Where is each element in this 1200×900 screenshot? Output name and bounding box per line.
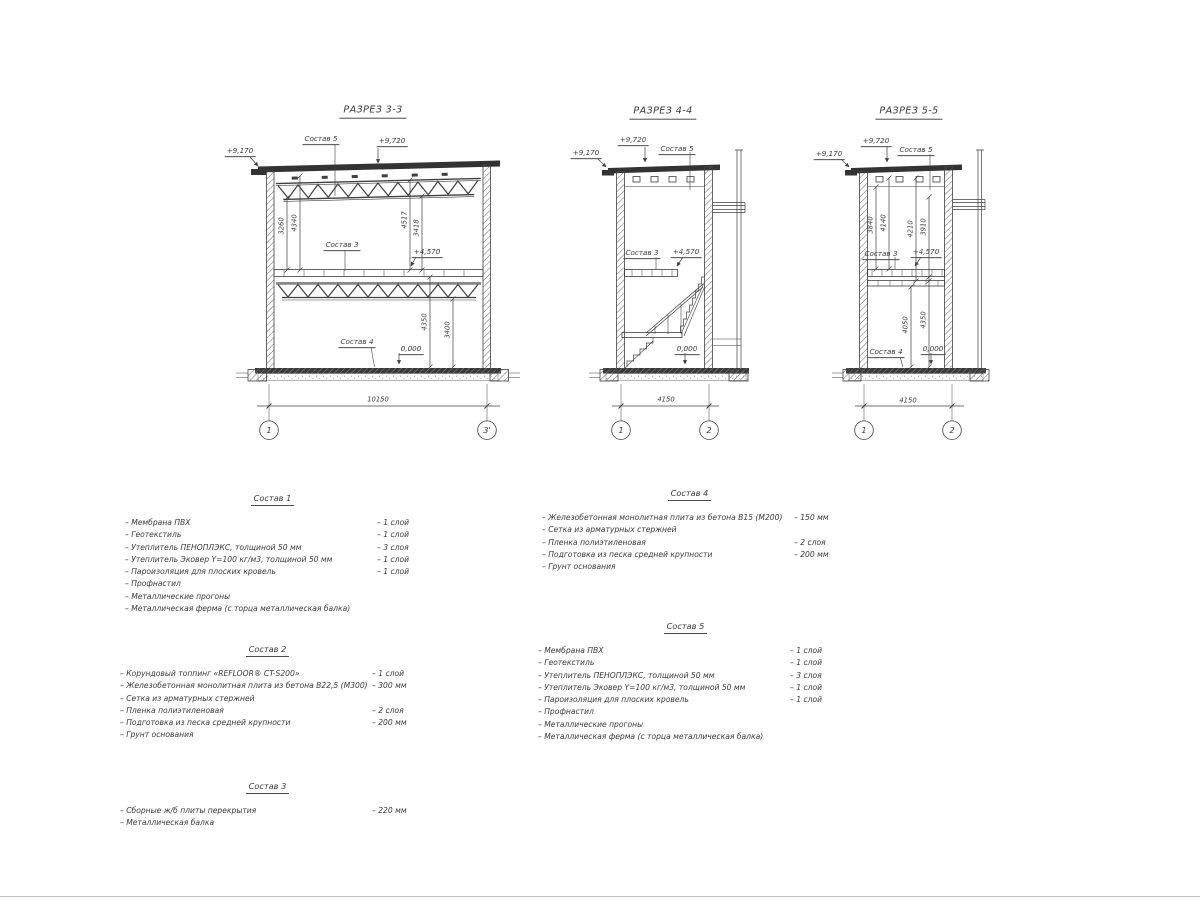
level-mark: +4,570 bbox=[912, 247, 940, 257]
composition-item bbox=[538, 657, 833, 669]
grid-axis-bubble: 2 bbox=[706, 424, 712, 435]
dimension: 3840 bbox=[866, 216, 875, 234]
composition-item bbox=[125, 554, 420, 566]
dimension: 4350 bbox=[420, 313, 429, 331]
item-value: – 220 мм bbox=[372, 806, 407, 815]
item-name: – Металлические прогоны bbox=[125, 591, 231, 601]
dimension: 4210 bbox=[906, 220, 915, 238]
composition-block-3 bbox=[120, 781, 415, 830]
callout-sostav-3: Состав 3 bbox=[325, 240, 359, 250]
item-value: – 1 слой bbox=[790, 646, 823, 655]
item-value: – 2 слоя bbox=[372, 705, 404, 715]
grid-axis-bubble: 1 bbox=[266, 424, 272, 435]
item-value: – 3 слоя bbox=[377, 542, 409, 552]
item-value: – 1 слой bbox=[790, 695, 823, 705]
callout-sostav-5: Состав 5 bbox=[660, 144, 694, 154]
level-mark: +9,170 bbox=[572, 148, 600, 158]
level-mark: 0,000 bbox=[676, 344, 698, 354]
level-mark: 0,000 bbox=[922, 344, 944, 354]
level-mark: +9,720 bbox=[619, 135, 647, 145]
item-value: – 300 мм bbox=[372, 681, 407, 691]
composition-list bbox=[120, 668, 415, 742]
section-4-4-title: РАЗРЕЗ 4-4 bbox=[629, 107, 696, 120]
item-name: – Металлические прогоны bbox=[538, 719, 644, 729]
composition-item bbox=[120, 717, 415, 729]
composition-item bbox=[538, 731, 833, 743]
item-name: – Утеплитель Эковер Y=100 кг/м3, толщиной 50 мм bbox=[125, 554, 333, 564]
item-name: – Сборные ж/б плиты перекрытия bbox=[120, 806, 257, 815]
composition-item bbox=[120, 705, 415, 717]
composition-block-2 bbox=[120, 644, 415, 742]
dimension-bottom: 4150 bbox=[899, 396, 917, 405]
composition-item bbox=[120, 668, 415, 680]
composition-item bbox=[125, 566, 420, 578]
callout-sostav-5: Состав 5 bbox=[899, 145, 933, 155]
composition-item bbox=[538, 694, 833, 706]
level-mark: +9,170 bbox=[815, 149, 843, 159]
composition-item bbox=[120, 680, 415, 692]
item-name: – Грунт основания bbox=[120, 730, 194, 740]
dimension: 3260 bbox=[277, 217, 286, 235]
composition-block-4 bbox=[542, 488, 837, 573]
composition-block-1 bbox=[125, 493, 420, 615]
dimension: 3418 bbox=[412, 219, 421, 237]
composition-item bbox=[542, 524, 837, 536]
dimension: 4517 bbox=[400, 211, 409, 229]
section-3-3-title: РАЗРЕЗ 3-3 bbox=[339, 106, 406, 119]
item-name: – Металлическая балка bbox=[120, 818, 215, 828]
item-name: – Пленка полиэтиленовая bbox=[542, 537, 646, 547]
item-value: – 200 мм bbox=[372, 718, 407, 728]
dimension: 4350 bbox=[919, 311, 928, 329]
composition-title: Состав 4 bbox=[542, 488, 837, 498]
callout-sostav-3: Состав 3 bbox=[864, 249, 898, 259]
dimension: 3400 bbox=[443, 321, 452, 339]
dimension: 4050 bbox=[901, 316, 910, 334]
level-mark: +4,570 bbox=[672, 247, 700, 257]
grid-axis-bubble: 3' bbox=[483, 424, 491, 435]
item-value: – 150 мм bbox=[794, 513, 829, 522]
composition-list bbox=[542, 512, 837, 573]
item-value: – 1 слой bbox=[377, 567, 410, 577]
item-name: – Утеплитель ПЕНОПЛЭКС, толщиной 50 мм bbox=[125, 542, 302, 552]
item-name: – Подготовка из песка средней крупности bbox=[120, 718, 291, 728]
item-name: – Сетка из арматурных стержней bbox=[542, 525, 677, 535]
composition-list bbox=[125, 517, 420, 615]
item-value: – 1 слой bbox=[790, 658, 823, 668]
composition-item bbox=[120, 729, 415, 741]
item-name: – Грунт основания bbox=[542, 562, 616, 572]
composition-item bbox=[125, 542, 420, 554]
composition-block-5 bbox=[538, 621, 833, 743]
item-name: – Железобетонная монолитная плита из бетона В22,5 (М300) bbox=[120, 681, 368, 691]
composition-item bbox=[125, 529, 420, 541]
item-name: – Пленка полиэтиленовая bbox=[120, 705, 224, 715]
composition-item bbox=[125, 517, 420, 529]
level-mark: +9,720 bbox=[862, 136, 890, 146]
callout-sostav-4: Состав 4 bbox=[340, 337, 374, 347]
composition-item bbox=[538, 706, 833, 718]
item-name: – Утеплитель ПЕНОПЛЭКС, толщиной 50 мм bbox=[538, 670, 715, 680]
composition-item bbox=[538, 719, 833, 731]
item-value: – 1 слой bbox=[377, 530, 410, 540]
grid-axis-bubble: 1 bbox=[861, 424, 867, 435]
item-name: – Корундовый топпинг «REFLOOR® CT-S200» bbox=[120, 669, 300, 678]
item-name: – Подготовка из песка средней крупности bbox=[542, 549, 713, 559]
item-value: – 200 мм bbox=[794, 549, 829, 559]
item-value: – 3 слоя bbox=[790, 670, 822, 680]
composition-item bbox=[538, 682, 833, 694]
composition-item bbox=[125, 603, 420, 615]
level-mark: +9,720 bbox=[378, 136, 406, 146]
level-mark: +9,170 bbox=[226, 146, 254, 156]
composition-list bbox=[538, 645, 833, 743]
item-name: – Геотекстиль bbox=[125, 530, 182, 540]
grid-axis-bubble: 1 bbox=[618, 424, 624, 435]
item-value: – 1 слой bbox=[377, 554, 410, 564]
composition-title: Состав 5 bbox=[538, 621, 833, 631]
dimension-bottom: 10150 bbox=[367, 395, 389, 404]
composition-title: Состав 2 bbox=[120, 644, 415, 654]
item-name: – Профнастил bbox=[538, 707, 594, 717]
dimension: 3910 bbox=[919, 218, 928, 236]
composition-item bbox=[538, 645, 833, 657]
item-name: – Мембрана ПВХ bbox=[538, 646, 604, 655]
composition-item bbox=[542, 549, 837, 561]
item-value: – 1 слой bbox=[377, 518, 410, 527]
item-name: – Геотекстиль bbox=[538, 658, 595, 668]
grid-axis-bubble: 2 bbox=[949, 424, 955, 435]
item-name: – Сетка из арматурных стержней bbox=[120, 693, 255, 703]
item-name: – Пароизоляция для плоских кровель bbox=[125, 567, 276, 577]
callout-sostav-5: Состав 5 bbox=[304, 134, 338, 144]
composition-item bbox=[125, 578, 420, 590]
composition-item bbox=[542, 561, 837, 573]
page-bottom-edge bbox=[0, 896, 1200, 897]
item-name: – Мембрана ПВХ bbox=[125, 518, 191, 527]
composition-list bbox=[120, 805, 415, 830]
composition-item bbox=[120, 805, 415, 817]
item-name: – Пароизоляция для плоских кровель bbox=[538, 695, 689, 705]
composition-item bbox=[125, 591, 420, 603]
callout-sostav-4: Состав 4 bbox=[869, 347, 903, 357]
item-name: – Железобетонная монолитная плита из бетона В15 (М200) bbox=[542, 513, 783, 522]
callout-sostav-3: Состав 3 bbox=[625, 248, 659, 258]
item-name: – Профнастил bbox=[125, 579, 181, 589]
dimension: 4340 bbox=[290, 214, 299, 232]
dimension-bottom: 4150 bbox=[657, 395, 675, 404]
item-value: – 1 слой bbox=[790, 682, 823, 692]
composition-title: Состав 3 bbox=[120, 781, 415, 791]
item-name: – Металлическая ферма (с торца металлическая балка) bbox=[125, 604, 351, 614]
composition-item bbox=[542, 512, 837, 524]
level-mark: +4,570 bbox=[413, 247, 441, 257]
composition-item bbox=[120, 817, 415, 829]
level-mark: 0,000 bbox=[400, 344, 422, 354]
item-value: – 2 слоя bbox=[794, 537, 826, 547]
composition-item bbox=[120, 693, 415, 705]
item-name: – Металлическая ферма (с торца металлическая балка) bbox=[538, 732, 764, 742]
dimension: 4140 bbox=[879, 214, 888, 232]
section-5-5-title: РАЗРЕЗ 5-5 bbox=[875, 107, 942, 120]
composition-item bbox=[538, 670, 833, 682]
item-value: – 1 слой bbox=[372, 669, 405, 678]
item-name: – Утеплитель Эковер Y=100 кг/м3, толщиной 50 мм bbox=[538, 682, 746, 692]
composition-item bbox=[542, 537, 837, 549]
composition-title: Состав 1 bbox=[125, 493, 420, 503]
